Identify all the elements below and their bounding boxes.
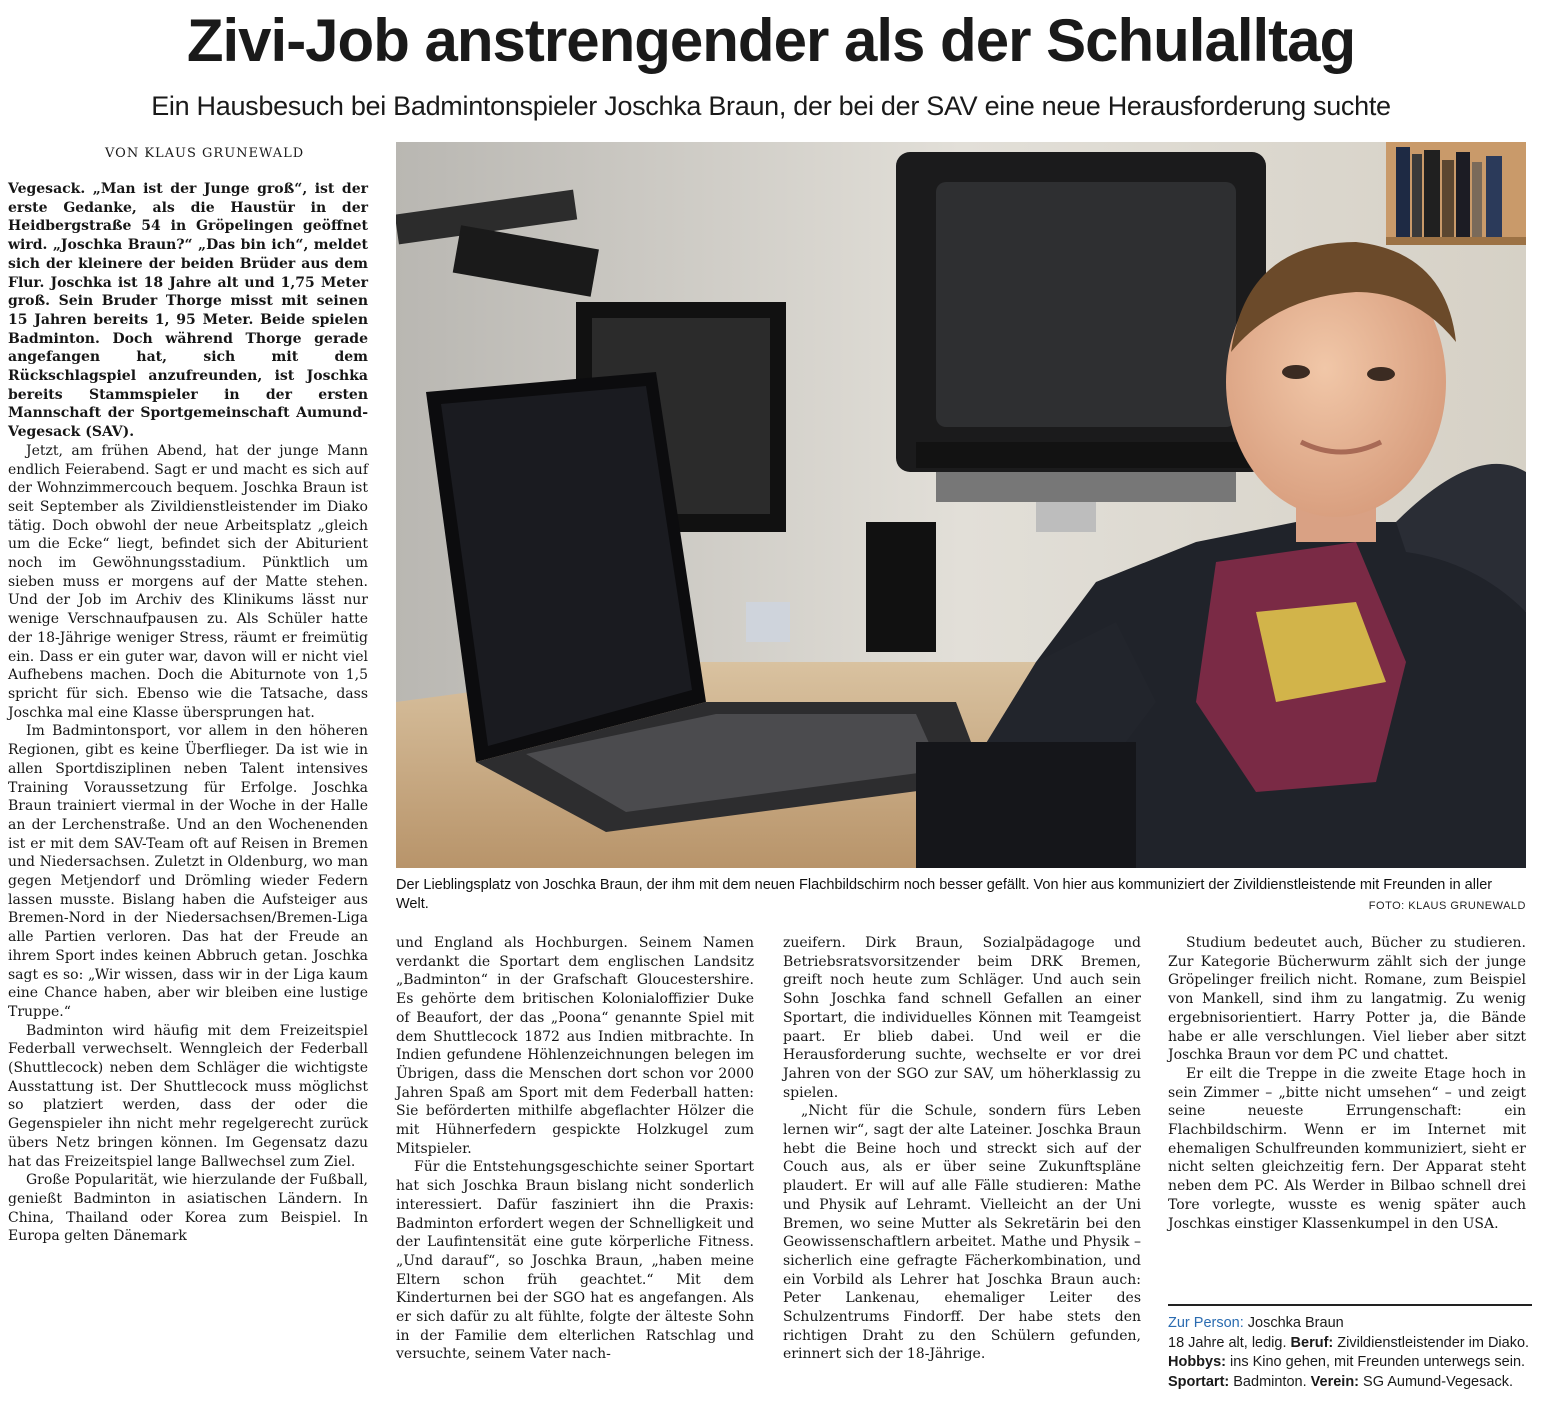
headline: Zivi-Job anstrengender als der Schulalltag <box>186 7 1356 74</box>
article-photo <box>396 142 1526 868</box>
paragraph: „Nicht für die Schule, sondern fürs Leben lernen wir“, sagt der alte Lateiner. Joschka Braun hebt die Beine hoch und streckt sich auf der Couch aus, als er über seine Zukunftspläne plaudert. Er will auf alle Fälle studieren: Mathe und Physik auf Lehramt. Vielleicht an der Uni Bremen, wo seine Mutter als Sekretärin bei den Geowissenschaftlern arbeitet. Mathe und Physik – sicherlich eine gefragte Fächerkombination, und ein Vorbild als Lehrer hat Joschka Braun auch: Peter Lankenau, ehemaliger Leiter des Schulzentrums Findorff. Der habe stets den richtigen Draht zu den Schülern gefunden, erinnert sich der 18-Jährige. <box>783 1103 1141 1363</box>
info-box-body <box>1168 1334 1532 1393</box>
article-column-2 <box>396 934 754 1364</box>
info-beruf-label: Beruf: <box>1290 1334 1334 1351</box>
info-hobbys: ins Kino gehen, mit Freunden unterwegs sein. <box>1230 1354 1526 1370</box>
article-column-1 <box>8 180 368 1246</box>
info-box-heading <box>1168 1314 1532 1334</box>
paragraph: Große Popularität, wie hierzulande der Fußball, genießt Badminton in asiatischen Ländern. In China, Thailand oder Korea zum Beispiel. In Europa gelten Dänemark <box>8 1172 368 1245</box>
info-hobbys-label: Hobbys: <box>1168 1354 1226 1370</box>
info-intro: 18 Jahre alt, ledig. <box>1168 1334 1287 1351</box>
paragraph: Im Badmintonsport, vor allem in den höheren Regionen, gibt es keine Überflieger. Da ist wie in allen Sportdisziplinen neben Talent intensives Training Voraussetzung für Erfolge. Joschka Braun trainiert viermal in der Woche in der Halle an der Lerchenstraße. Und an den Wochenenden ist er mit dem SAV-Team oft auf Reisen in Bremen und Niedersachsen. Zuletzt in Oldenburg, wo man gegen Metjendorf und Drömling wieder Federn lassen musste. Bislang haben die Aufsteiger aus Bremen-Nord in der Niedersachsen/Bremen-Liga alle Partien verloren. Das hat der Freude an ihrem Sport indes keinen Abbruch getan. Joschka sagt es so: „Wir wissen, dass wir in der Liga kaum eine Chance haben, aber wir bleiben eine lustige Truppe.“ <box>8 723 368 1020</box>
paragraph: Jetzt, am frühen Abend, hat der junge Mann endlich Feierabend. Sagt er und macht es sich auf der Wohnzimmercouch bequem. Joschka Braun ist seit September als Zivildienstleistender im Diako tätig. Doch obwohl der neue Arbeitsplatz „gleich um die Ecke“ liegt, befindet sich der Abiturient noch im Gewöhnungsstadium. Pünktlich um sieben muss er morgens auf der Matte stehen. Und der Job im Archiv des Klinikums lässt nur wenige Verschnaufpausen zu. Als Schüler hatte der 18-Jährige weniger Stress, räumt er freimütig ein. Dass er ein guter war, davon will er nicht viel Aufhebens machen. Doch die Abiturnote von 1,5 spricht für sich. Ebenso wie die Tatsache, dass Joschka mal eine Klasse übersprungen hat. <box>8 442 368 721</box>
photo-caption: Der Lieblingsplatz von Joschka Braun, der ihm mit dem neuen Flachbildschirm noch besser gefällt. Von hier aus kommuniziert der Zivildienstleistende mit Freunden in aller Welt. <box>396 877 1493 912</box>
paragraph: zueifern. Dirk Braun, Sozialpädagoge und Betriebsratsvorsitzender beim DRK Bremen, greift noch heute zum Schläger. Und auch sein Sohn Joschka fand schnell Gefallen an einer Sportart, die individuelles Können mit Teamgeist paart. Er blieb dabei. Und weil er die Herausforderung suchte, wechselte er vor drei Jahren von der SGO zur SAV, um höherklassig zu spielen. <box>783 935 1141 1101</box>
byline: VON KLAUS GRUNEWALD <box>105 146 305 161</box>
paragraph: Studium bedeutet auch, Bücher zu studieren. Zur Kategorie Bücherwurm zählt sich der junge Gröpelinger freilich nicht. Romane, zum Beispiel von Mankell, sind ihm zu langatmig. Zu wenig ergebnisorientiert. Harry Potter ja, die Bände habe er alle verschlungen. Viel lieber aber sitzt Joschka Braun vor dem PC und chattet. <box>1168 935 1526 1064</box>
paragraph: Badminton wird häufig mit dem Freizeitspiel Federball verwechselt. Wenngleich der Federball (Shuttlecock) neben dem Schläger die wichtigste Ausstattung ist. Der Shuttlecock muss möglichst so platziert werden, dass der oder die Gegenspieler ihn nicht mehr regelgerecht zurück übers Netz bringen können. Im Gegensatz dazu hat das Freizeitspiel lange Ballwechsel zum Ziel. <box>8 1022 368 1170</box>
info-box <box>1168 1304 1532 1392</box>
info-verein: SG Aumund-Vegesack. <box>1363 1373 1513 1390</box>
paragraph: Er eilt die Treppe in die zweite Etage hoch in sein Zimmer – „bitte nicht umsehen“ – und zeigt seine neueste Errungenschaft: ein Flachbildschirm. Wenn er im Internet mit ehemaligen Schulfreunden kommuniziert, sieht er nicht selten gleichzeitig fern. Der Apparat steht neben dem PC. Als Werder in Bilbao schnell drei Tore vorlegte, wusste es wenig später auch Joschkas einstiger Klassenkumpel in den USA. <box>1168 1065 1526 1232</box>
article-column-4 <box>1168 934 1526 1233</box>
info-box-label: Zur Person: <box>1168 1315 1244 1331</box>
info-beruf: Zivildienstleistender im Diako. <box>1337 1334 1530 1351</box>
info-sportart: Badminton. <box>1233 1373 1307 1390</box>
photo-credit: FOTO: KLAUS GRUNEWALD <box>1368 900 1526 912</box>
info-box-name: Joschka Braun <box>1247 1315 1344 1331</box>
lead-paragraph: Vegesack. „Man ist der Junge groß“, ist der erste Gedanke, als die Haustür in der Heidbergstraße 54 in Gröpelingen geöffnet wird. „Joschka Braun?“ „Das bin ich“, meldet sich der kleinere der beiden Brüder aus dem Flur. Joschka ist 18 Jahre alt und 1,75 Meter groß. Sein Bruder Thorge misst mit seinen 15 Jahren bereits 1, 95 Meter. Beide spielen Badminton. Doch während Thorge gerade angefangen hat, sich mit dem Rückschlagspiel anzufreunden, ist Joschka bereits Stammspieler in der ersten Mannschaft der Sportgemeinschaft Aumund-Vegesack (SAV). <box>8 181 368 441</box>
paragraph: und England als Hochburgen. Seinem Namen verdankt die Sportart dem englischen Landsitz „Badminton“ in der Grafschaft Gloucestershire. Es gehörte dem britischen Kolonialoffizier Duke of Beaufort, der das „Poona“ genannte Spiel mit dem Shuttlecock 1872 aus Indien mitbrachte. In Indien gefundene Höhlenzeichnungen belegen im Übrigen, dass die Menschen dort schon vor 2000 Jahren Spaß am Sport mit dem Federball hatten: Sie beförderten mithilfe abgeflachter Hölzer die mit Hühnerfedern gespickte Holzkugel zum Mitspieler. <box>396 935 754 1157</box>
paragraph: Für die Entstehungsgeschichte seiner Sportart hat sich Joschka Braun bislang nicht sonderlich interessiert. Dafür fasziniert ihn die Praxis: Badminton erfordert wegen der Schnelligkeit und der Laufintensität eine gute körperliche Fitness. „Und darauf“, so Joschka Braun, „haben meine Eltern schon früh geachtet.“ Mit dem Kinderturnen bei der SGO hat es angefangen. Als er sich dafür zu alt fühlte, folgte der älteste Sohn in der Familie dem elterlichen Ratschlag und versuchte, seinem Vater nach- <box>396 1159 754 1363</box>
photo-illustration <box>396 142 1526 868</box>
info-sportart-label: Sportart: <box>1168 1373 1230 1390</box>
info-verein-label: Verein: <box>1310 1373 1360 1390</box>
article-column-3 <box>783 934 1141 1364</box>
subheadline: Ein Hausbesuch bei Badmintonspieler Joschka Braun, der bei der SAV eine neue Herausforderung suchte <box>151 91 1391 121</box>
